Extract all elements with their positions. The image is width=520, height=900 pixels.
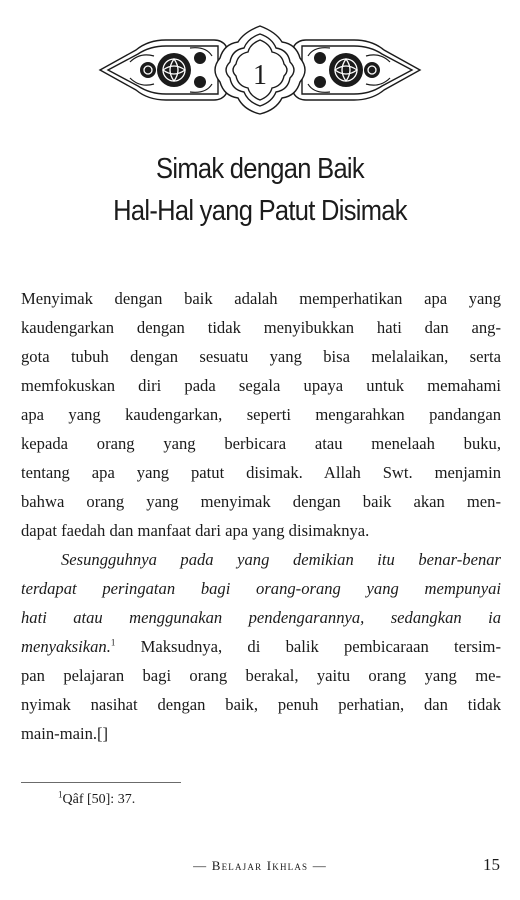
chapter-title <box>31 148 489 232</box>
chapter-title-line-2: Hal-Hal yang Patut Disimak <box>113 195 407 227</box>
footnote-divider <box>21 782 181 783</box>
paragraph-2 <box>21 545 501 748</box>
footnote-marker: 1 <box>58 789 63 800</box>
text-line: kepada orang yang berbicara atau menelaah buku, <box>21 434 501 453</box>
footnote-text: Qâf [50]: 37. <box>62 792 136 807</box>
text-line <box>21 545 501 574</box>
footnote-reference[interactable]: 1 <box>110 637 116 648</box>
text-line: kaudengarkan dengan tidak menyibukkan hati dan ang- <box>21 318 501 337</box>
text-line: tentang apa yang patut disimak. Allah Swt. menjamin <box>21 463 501 482</box>
quran-quote: terdapat peringatan bagi orang-orang yang mempunyai <box>21 579 501 598</box>
text-fragment: Maksudnya, di balik pembicaraan tersim- <box>115 637 501 656</box>
quran-quote: menyaksikan. <box>21 637 111 656</box>
text-line <box>21 632 501 661</box>
chapter-title-line-1: Simak dengan Baik <box>156 153 364 185</box>
body-text <box>21 284 501 748</box>
text-line: nyimak nasihat dengan baik, penuh perhatian, dan tidak <box>21 695 501 714</box>
chapter-number: 1 <box>253 60 267 91</box>
text-line: bahwa orang yang menyimak dengan baik akan men- <box>21 492 501 511</box>
text-line: Menyimak dengan baik adalah memperhatikan apa yang <box>21 289 501 308</box>
text-line <box>21 603 501 632</box>
paragraph-1 <box>21 284 501 545</box>
quran-quote: Sesungguhnya pada yang demikian itu benar-benar <box>61 550 501 569</box>
text-line: dapat faedah dan manfaat dari apa yang disimaknya. <box>21 521 370 540</box>
page-number: 15 <box>483 855 500 874</box>
text-line <box>21 574 501 603</box>
text-line: gota tubuh dengan sesuatu yang bisa melalaikan, serta <box>21 347 501 366</box>
quran-quote: hati atau menggunakan pendengarannya, sedangkan ia <box>21 608 501 627</box>
footnote <box>58 790 135 810</box>
text-line: main-main.[] <box>21 724 109 743</box>
running-footer: — Belajar Ikhlas — <box>193 858 327 873</box>
text-line: memfokuskan diri pada segala upaya untuk memahami <box>21 376 501 395</box>
text-line: pan pelajaran bagi orang berakal, yaitu orang yang me- <box>21 666 501 685</box>
text-line: apa yang kaudengarkan, seperti mengarahkan pandangan <box>21 405 501 424</box>
